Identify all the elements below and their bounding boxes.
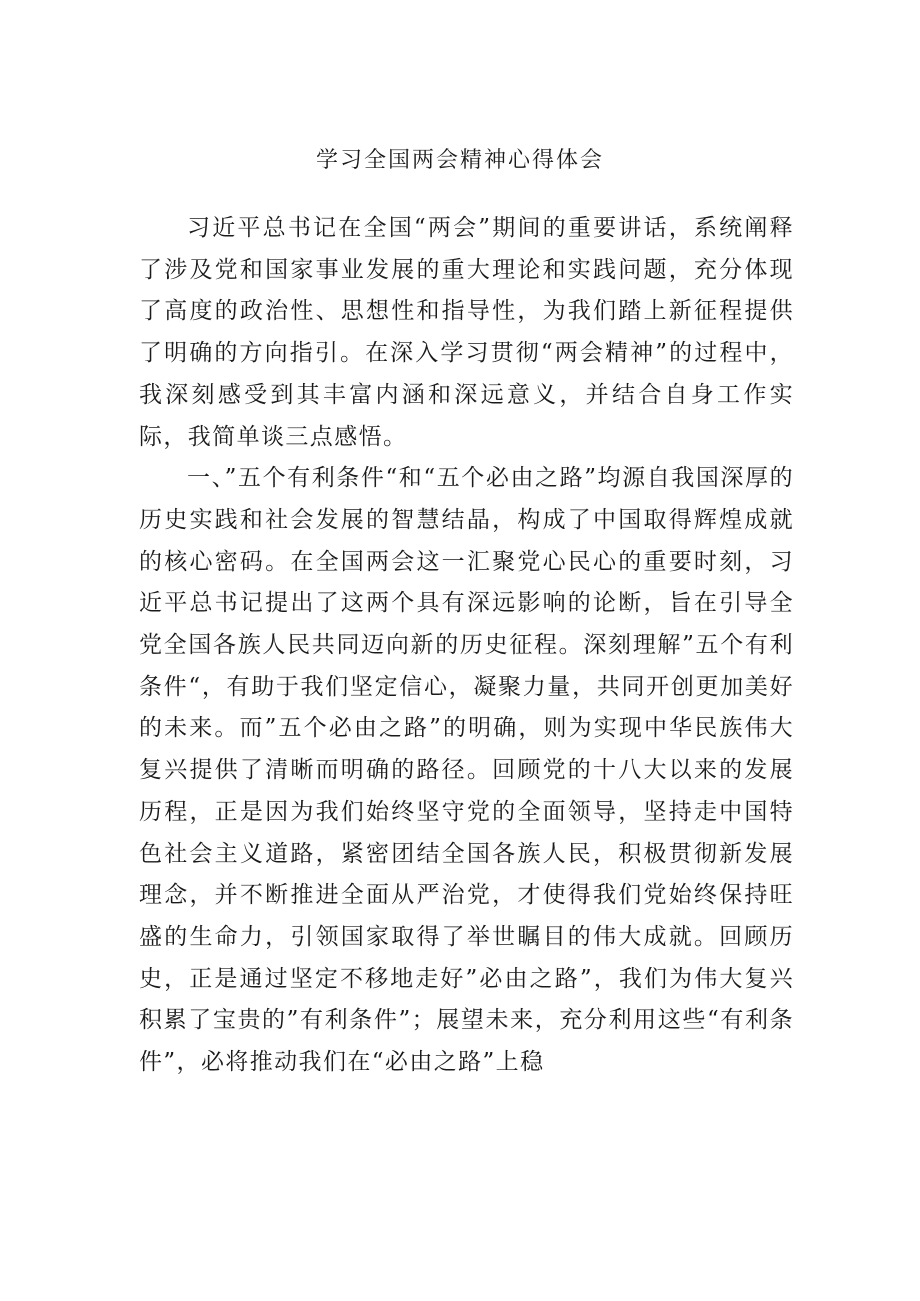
- paragraph-intro: 习近平总书记在全国“两会”期间的重要讲话，系统阐释了涉及党和国家事业发展的重大理论和实践问题，充分体现了高度的政治性、思想性和指导性，为我们踏上新征程提供了明确的方向指引。在深入学习贯彻“两会精神”的过程中，我深刻感受到其丰富内涵和深远意义，并结合自身工作实际，我简单谈三点感悟。: [139, 215, 794, 450]
- document-body: [139, 208, 794, 1084]
- document-title: 学习全国两会精神心得体会: [315, 148, 604, 173]
- paragraph-point-one: 一、”五个有利条件“和“五个必由之路”均源自我国深厚的历史实践和社会发展的智慧结晶，构成了中国取得辉煌成就的核心密码。在全国两会这一汇聚党心民心的重要时刻，习近平总书记提出了这两个具有深远影响的论断，旨在引导全党全国各族人民共同迈向新的历史征程。深刻理解”五个有利条件“，有助于我们坚定信心，凝聚力量，共同开创更加美好的未来。而”五个必由之路”的明确，则为实现中华民族伟大复兴提供了清晰而明确的路径。回顾党的十八大以来的发展历程，正是因为我们始终坚守党的全面领导，坚持走中国特色社会主义道路，紧密团结全国各族人民，积极贯彻新发展理念，并不断推进全面从严治党，才使得我们党始终保持旺盛的生命力，引领国家取得了举世瞩目的伟大成就。回顾历史，正是通过坚定不移地走好”必由之路”，我们为伟大复兴积累了宝贵的”有利条件”；展望未来，充分利用这些“有利条件”，必将推动我们在“必由之路”上稳: [139, 465, 794, 1076]
